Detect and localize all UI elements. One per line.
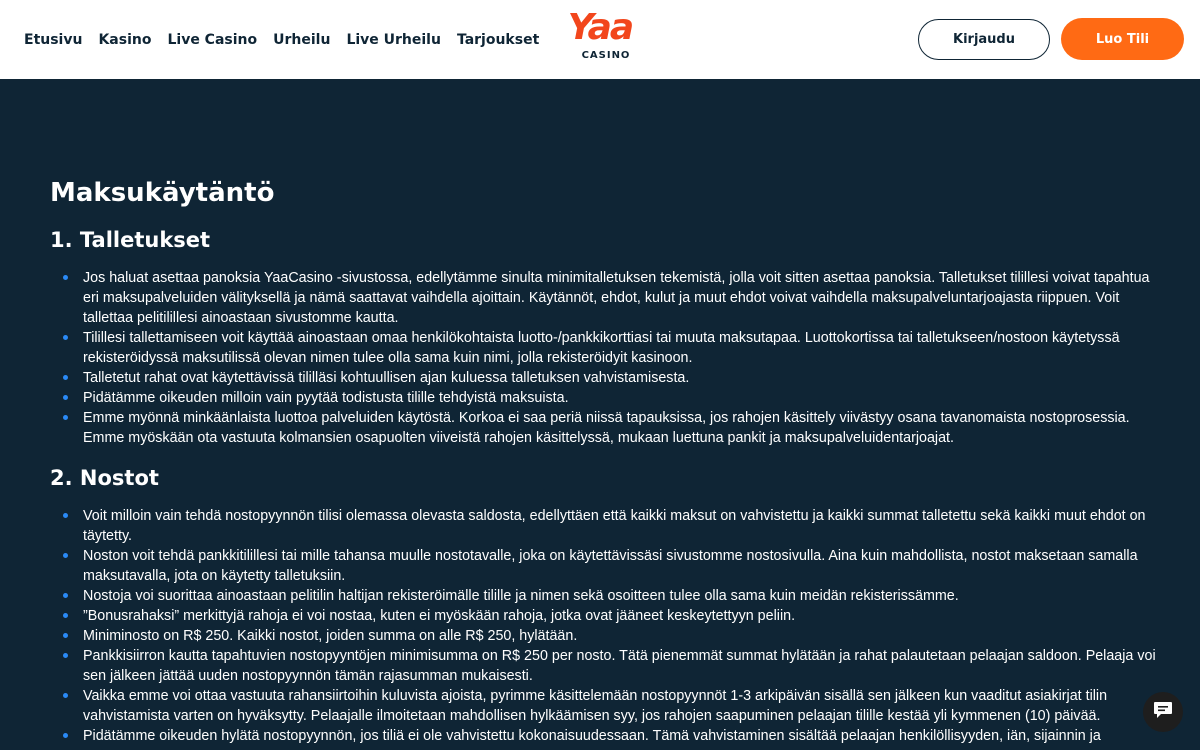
list-item: Pidätämme oikeuden milloin vain pyytää todistusta tilille tehdyistä maksuista. <box>50 388 1160 408</box>
logo-subtitle: CASINO <box>581 50 631 61</box>
withdrawals-list <box>50 506 1160 746</box>
chat-button[interactable] <box>1143 692 1183 732</box>
list-item: Pidätämme oikeuden hylätä nostopyynnön, jos tiliä ei ole vahvistettu kokonaisuudessaan. Tämä vahvistaminen sisältää pelaajan henkilöllisyyden, iän, sijainnin ja <box>50 726 1160 746</box>
deposits-list <box>50 268 1160 448</box>
payment-policy-content <box>50 176 1160 746</box>
list-item: Tilillesi tallettamiseen voit käyttää ainoastaan omaa henkilökohtaista luotto-/pankkikorttiasi tai muuta maksutapaa. Luottokortissa tai talletukseen/nostoon käytetyssä rekisteröidyssä maksutilissä olevan nimen tulee olla sama kuin nimi, jolla rekisteröidyit kasinoon. <box>50 328 1160 368</box>
section-title-deposits: 1. Talletukset <box>50 228 211 252</box>
list-item: Pankkisiirron kautta tapahtuvien nostopyyntöjen minimisumma on R$ 250 per nosto. Tätä pienemmät summat hylätään ja rahat palautetaan pelaajan saldoon. Pelaaja voi sen jälkeen jättää uuden nostopyynnön tämän rajasumman mukaisesti. <box>50 646 1160 686</box>
list-item: Nostoja voi suorittaa ainoastaan pelitilin haltijan rekisteröimälle tilille ja nimen sekä osoitteen tulee olla sama kuin meidän rekisterissämme. <box>50 586 1160 606</box>
logo-wordmark: Yaa <box>567 7 633 48</box>
nav-link-kasino[interactable]: Kasino <box>98 31 152 48</box>
list-item: Miniminosto on R$ 250. Kaikki nostot, joiden summa on alle R$ 250, hylätään. <box>50 626 1160 646</box>
nav-link-tarjoukset[interactable]: Tarjoukset <box>456 31 540 48</box>
section-title-withdrawals: 2. Nostot <box>50 466 159 490</box>
nav-link-etusivu[interactable]: Etusivu <box>24 31 83 48</box>
list-item: Talletetut rahat ovat käytettävissä tililläsi kohtuullisen ajan kuluessa talletuksen vahvistamisesta. <box>50 368 1160 388</box>
list-item: Voit milloin vain tehdä nostopyynnön tilisi olemassa olevasta saldosta, edellyttäen että kaikki maksut on vahvistettu ja kaikki summat talletettu sekä kaikki muut ehdot on täytetty. <box>50 506 1160 546</box>
list-item: Vaikka emme voi ottaa vastuuta rahansiirtoihin kuluvista ajoista, pyrimme käsittelemään nostopyynnöt 1-3 arkipäivän sisällä sen jälkeen kun vaaditut asiakirjat tilin vahvistamista varten on hyväksytty. Pelaajalle ilmoitetaan mahdollisen hylkäämisen syy, jos rahojen saapuminen pelaajan tilille kestää yli kymmenen (10) päivää. <box>50 686 1160 726</box>
page-title: Maksukäytäntö <box>50 178 275 208</box>
list-item: Noston voit tehdä pankkitilillesi tai mille tahansa muulle nostotavalle, joka on käytettävissäsi sivustomme nostosivulla. Aina kuin mahdollista, nostot maksetaan samalla maksutavalla, jota on käytetty talletuksiin. <box>50 546 1160 586</box>
yaa-casino-logo[interactable] <box>562 8 638 64</box>
list-item: Jos haluat asettaa panoksia YaaCasino -sivustossa, edellytämme sinulta minimitalletuksen tekemistä, jolla voit sitten asettaa panoksia. Talletukset tilillesi voivat tapahtua eri maksupalveluiden välityksellä ja nämä saattavat vaihdella ajoittain. Käytännöt, ehdot, kulut ja muut ehdot voivat vaihdella maksupalveluntarjoajasta riippuen. Voit tallettaa pelitilillesi ainoastaan sivustomme kautta. <box>50 268 1160 328</box>
list-item: Emme myönnä minkäänlaista luottoa palveluiden käytöstä. Korkoa ei saa periä niissä tapauksissa, jos rahojen käsittely viivästyy osana tavanomaista nostoprosessia. Emme myöskään ota vastuuta kolmansien osapuolten viiveistä rahojen käsittelyssä, mukaan luettuna pankit ja maksupalveluidentarjoajat. <box>50 408 1160 448</box>
nav-link-live-urheilu[interactable]: Live Urheilu <box>346 31 441 48</box>
chat-icon <box>1153 701 1173 723</box>
list-item: ”Bonusrahaksi” merkittyjä rahoja ei voi nostaa, kuten ei myöskään rahoja, jotka ovat jääneet keskeytettyyn peliin. <box>50 606 1160 626</box>
main-nav <box>24 0 555 79</box>
site-header <box>0 0 1200 79</box>
signup-button[interactable]: Luo Tili <box>1061 18 1184 60</box>
nav-link-live-casino[interactable]: Live Casino <box>167 31 258 48</box>
login-button[interactable]: Kirjaudu <box>918 19 1050 60</box>
nav-link-urheilu[interactable]: Urheilu <box>273 31 331 48</box>
